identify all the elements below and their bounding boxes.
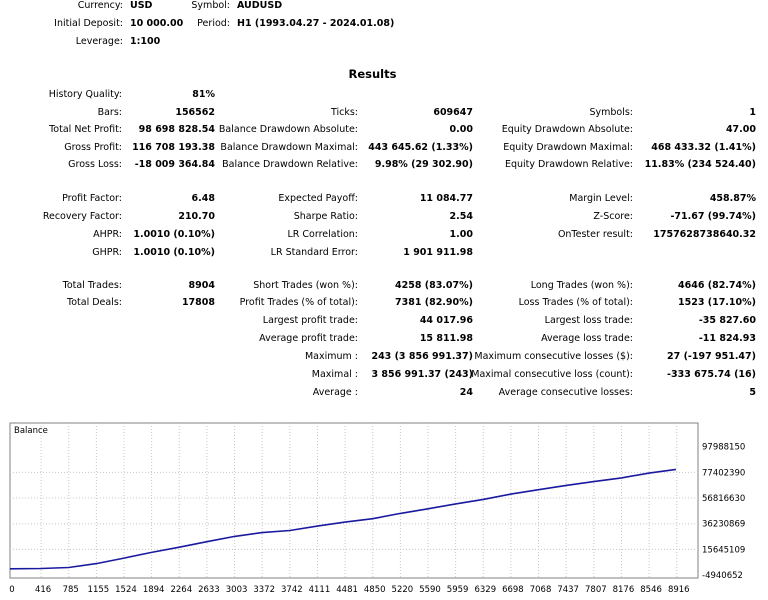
ontester-result-value: 1757628738640.32 <box>653 229 756 240</box>
y-tick-label: 15645109 <box>702 545 746 556</box>
margin-level-value: 458.87% <box>709 193 756 204</box>
gross-loss-label: Gross Loss: <box>68 159 122 170</box>
total-net-profit-value: 98 698 828.54 <box>138 124 215 135</box>
ghpr-label: GHPR: <box>92 247 122 258</box>
gross-profit-label: Gross Profit: <box>64 142 122 153</box>
balance-dd-rel-label: Balance Drawdown Relative: <box>222 159 358 170</box>
x-tick-label: 8916 <box>667 585 690 595</box>
long-trades-value: 4646 (82.74%) <box>678 280 756 291</box>
x-tick-label: 7068 <box>529 585 552 595</box>
maximal-consec-profit-label: Maximal : <box>311 369 358 380</box>
x-tick-label: 7807 <box>585 585 607 595</box>
balance-dd-abs-label: Balance Drawdown Absolute: <box>218 124 358 135</box>
x-tick-label: 5590 <box>419 585 441 595</box>
avg-consec-losses-value: 5 <box>749 387 756 398</box>
total-trades-label: Total Trades: <box>62 280 122 291</box>
period-value: H1 (1993.04.27 - 2024.01.08) <box>237 18 395 29</box>
short-trades-value: 4258 (83.07%) <box>395 280 473 291</box>
ghpr-value: 1.0010 (0.10%) <box>133 247 215 258</box>
ahpr-value: 1.0010 (0.10%) <box>133 229 215 240</box>
average-loss-value: -11 824.93 <box>698 333 756 344</box>
z-score-value: -71.67 (99.74%) <box>670 211 756 222</box>
avg-consec-wins-value: 24 <box>459 387 473 398</box>
maximal-consec-loss-value: -333 675.74 (16) <box>667 369 756 380</box>
equity-dd-abs-value: 47.00 <box>725 124 756 135</box>
period-label: Period: <box>197 18 230 29</box>
expected-payoff-value: 11 084.77 <box>419 193 473 204</box>
sharpe-ratio-value: 2.54 <box>449 211 473 222</box>
chart-frame <box>10 423 698 578</box>
x-tick-label: 1524 <box>115 585 137 595</box>
equity-dd-rel-value: 11.83% (234 524.40) <box>644 159 756 170</box>
x-tick-label: 3372 <box>253 585 275 595</box>
sharpe-ratio-label: Sharpe Ratio: <box>293 211 358 222</box>
bars-label: Bars: <box>97 107 122 118</box>
average-profit-value: 15 811.98 <box>419 333 473 344</box>
gross-loss-value: -18 009 364.84 <box>134 159 215 170</box>
x-tick-label: 4111 <box>308 585 331 595</box>
average-loss-label: Average loss trade: <box>541 333 633 344</box>
balance-dd-max-value: 443 645.62 (1.33%) <box>368 142 473 153</box>
balance-dd-rel-value: 9.98% (29 302.90) <box>374 159 473 170</box>
x-tick-label: 1894 <box>142 585 165 595</box>
largest-loss-value: -35 827.60 <box>698 315 756 326</box>
x-tick-label: 416 <box>34 585 52 595</box>
margin-level-label: Margin Level: <box>569 193 633 204</box>
x-tick-label: 7437 <box>557 585 579 595</box>
x-tick-label: 6329 <box>474 585 497 595</box>
x-tick-label: 2633 <box>198 585 220 595</box>
y-tick-label: -4940652 <box>702 571 743 581</box>
ticks-value: 609647 <box>433 107 473 118</box>
y-tick-label: 97988150 <box>702 442 746 453</box>
lr-std-error-value: 1 901 911.98 <box>403 247 473 258</box>
lr-correlation-label: LR Correlation: <box>287 229 358 240</box>
ticks-label: Ticks: <box>330 107 358 118</box>
max-consec-losses-label: Maximum consecutive losses ($): <box>474 351 633 362</box>
largest-profit-value: 44 017.96 <box>419 315 473 326</box>
symbol-label: Symbol: <box>191 0 230 11</box>
x-tick-label: 6698 <box>502 585 524 595</box>
maximal-consec-profit-value: 3 856 991.37 (243) <box>371 369 473 380</box>
lr-std-error-label: LR Standard Error: <box>270 247 358 258</box>
x-tick-label: 3003 <box>225 585 248 595</box>
equity-dd-max-value: 468 433.32 (1.41%) <box>651 142 756 153</box>
x-tick-label: 8546 <box>640 585 662 595</box>
leverage-label: Leverage: <box>75 36 123 47</box>
history-quality-value: 81% <box>192 89 215 100</box>
results-title: Results <box>348 67 397 81</box>
avg-consec-losses-label: Average consecutive losses: <box>498 387 633 398</box>
x-tick-label: 785 <box>62 585 79 595</box>
equity-dd-max-label: Equity Drawdown Maximal: <box>503 142 633 153</box>
equity-dd-abs-label: Equity Drawdown Absolute: <box>501 124 633 135</box>
largest-profit-label: Largest profit trade: <box>262 315 358 326</box>
long-trades-label: Long Trades (won %): <box>530 280 633 291</box>
total-trades-value: 8904 <box>188 280 215 291</box>
bars-value: 156562 <box>175 107 215 118</box>
total-deals-label: Total Deals: <box>67 297 122 308</box>
ahpr-label: AHPR: <box>93 229 122 240</box>
chart-title: Balance <box>14 426 48 436</box>
recovery-factor-value: 210.70 <box>178 211 215 222</box>
x-tick-label: 5220 <box>391 585 414 595</box>
short-trades-label: Short Trades (won %): <box>253 280 358 291</box>
profit-factor-label: Profit Factor: <box>62 193 122 204</box>
gross-profit-value: 116 708 193.38 <box>132 142 215 153</box>
y-tick-label: 77402390 <box>702 468 746 479</box>
x-tick-label: 2264 <box>170 585 193 595</box>
avg-consec-wins-label: Average : <box>312 387 358 398</box>
maximal-consec-loss-label: Maximal consecutive loss (count): <box>471 369 633 380</box>
max-consec-losses-value: 27 (-197 951.47) <box>667 351 756 362</box>
currency-value: USD <box>130 0 153 11</box>
equity-dd-rel-label: Equity Drawdown Relative: <box>504 159 633 170</box>
loss-trades-value: 1523 (17.10%) <box>678 297 756 308</box>
x-tick-label: 4850 <box>363 585 386 595</box>
symbol-value: AUDUSD <box>237 0 283 11</box>
y-tick-label: 36230869 <box>702 519 746 530</box>
balance-dd-abs-value: 0.00 <box>449 124 473 135</box>
expected-payoff-label: Expected Payoff: <box>278 193 358 204</box>
max-consec-wins-value: 243 (3 856 991.37) <box>371 351 473 362</box>
recovery-factor-label: Recovery Factor: <box>42 211 122 222</box>
profit-trades-label: Profit Trades (% of total): <box>239 297 358 308</box>
loss-trades-label: Loss Trades (% of total): <box>518 297 633 308</box>
x-tick-label: 4481 <box>336 585 358 595</box>
symbols-label: Symbols: <box>589 107 633 118</box>
z-score-label: Z-Score: <box>593 211 633 222</box>
max-consec-wins-label: Maximum : <box>304 351 358 362</box>
leverage-value: 1:100 <box>130 36 161 47</box>
total-deals-value: 17808 <box>181 297 215 308</box>
symbols-value: 1 <box>749 107 756 118</box>
x-tick-label: 8176 <box>612 585 635 595</box>
lr-correlation-value: 1.00 <box>449 229 473 240</box>
balance-dd-max-label: Balance Drawdown Maximal: <box>220 142 358 153</box>
ontester-result-label: OnTester result: <box>557 229 633 240</box>
x-tick-label: 3742 <box>281 585 303 595</box>
history-quality-label: History Quality: <box>48 89 122 100</box>
x-tick-label: 0 <box>9 585 15 595</box>
initial-deposit-label: Initial Deposit: <box>54 18 123 29</box>
profit-factor-value: 6.48 <box>191 193 215 204</box>
total-net-profit-label: Total Net Profit: <box>49 124 122 135</box>
average-profit-label: Average profit trade: <box>259 333 358 344</box>
currency-label: Currency: <box>77 0 123 11</box>
x-tick-label: 5959 <box>446 585 469 595</box>
largest-loss-label: Largest loss trade: <box>544 315 633 326</box>
profit-trades-value: 7381 (82.90%) <box>395 297 473 308</box>
initial-deposit-value: 10 000.00 <box>130 18 184 29</box>
y-tick-label: 56816630 <box>702 494 746 505</box>
x-tick-label: 1155 <box>87 585 110 595</box>
